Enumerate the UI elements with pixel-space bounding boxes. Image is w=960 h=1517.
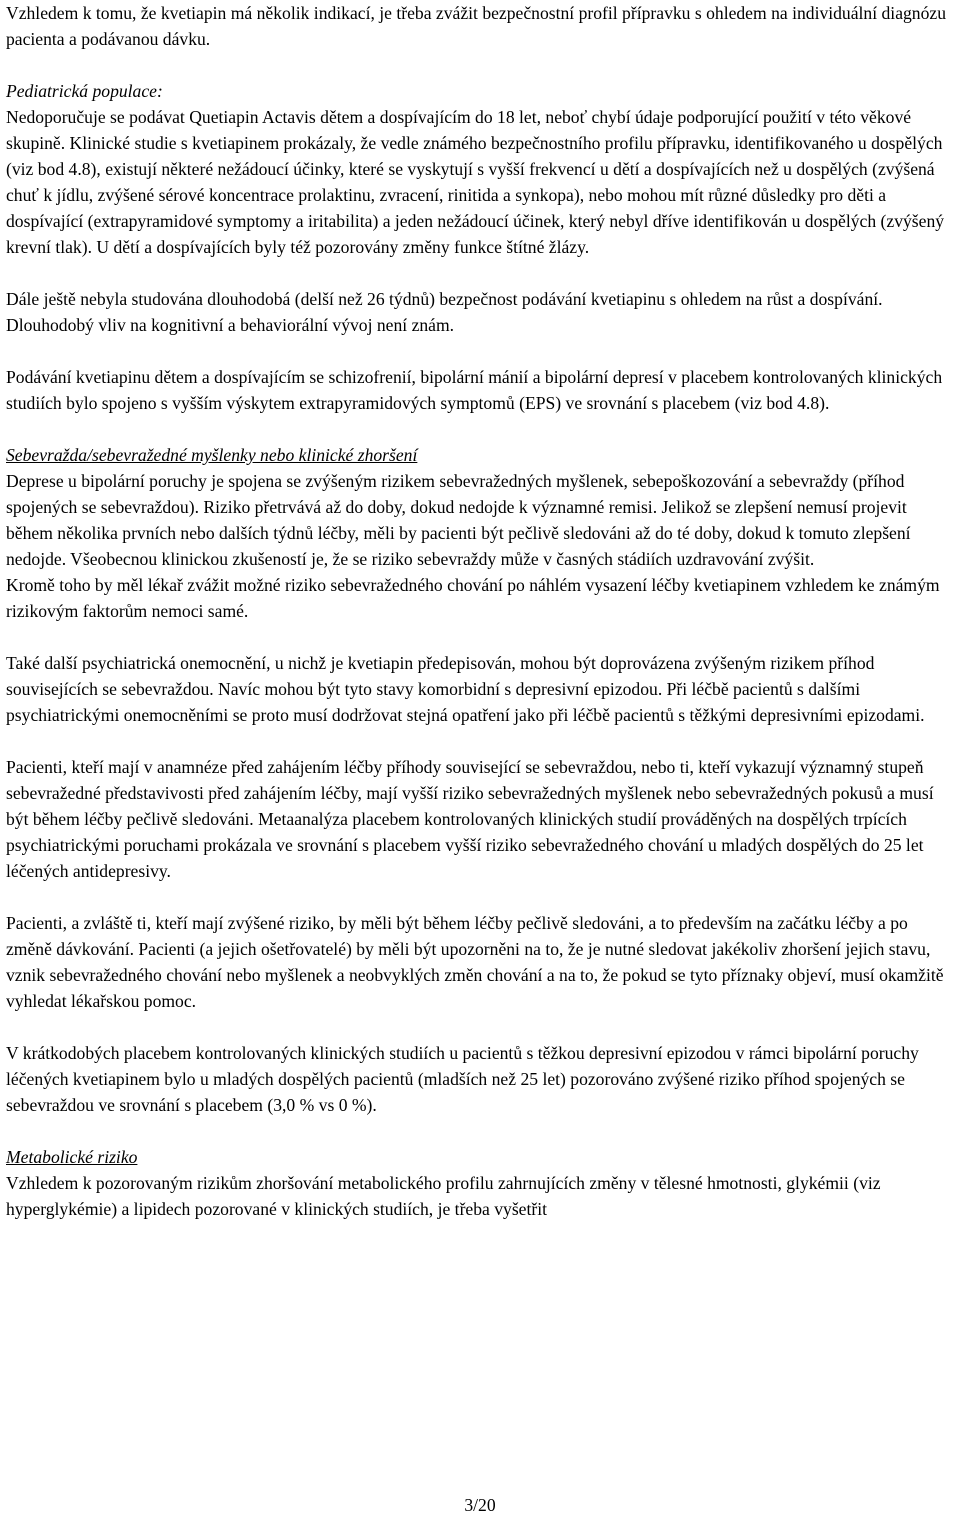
document-page [6, 0, 954, 1222]
metabolic-paragraph-1: Vzhledem k pozorovaným rizikům zhoršování metabolického profilu zahrnujících změny v tělesné hmotnosti, glykémii (viz hyperglykémie) a lipidech pozorované v klinických studiích, je třeba vyšetřit [6, 1173, 881, 1219]
pediatric-paragraph-2: Dále ještě nebyla studována dlouhodobá (delší než 26 týdnů) bezpečnost podávání kvetiapinu s ohledem na růst a dospívání. Dlouhodobý vliv na kognitivní a behaviorální vývoj není znám. [6, 289, 883, 335]
page-number: 3/20 [464, 1495, 496, 1515]
pediatric-heading: Pediatrická populace: [6, 81, 163, 101]
suicide-paragraph-3: Také další psychiatrická onemocnění, u nichž je kvetiapin předepisován, mohou být doprovázena zvýšeným rizikem příhod souvisejících se sebevraždou. Navíc mohou být tyto stavy komorbidní s depresivní epizodou. Při léčbě pacientů s dalšími psychiatrickými onemocněními se proto musí dodržovat stejná opatření jako při léčbě pacientů s těžkými depresivními epizodami. [6, 653, 925, 725]
suicide-paragraph-5: Pacienti, a zvláště ti, kteří mají zvýšené riziko, by měli být během léčby pečlivě sledováni, a to především na začátku léčby a po změně dávkování. Pacienti (a jejich ošetřovatelé) by měli být upozorněni na to, že je nutné sledovat jakékoliv zhoršení jejich stavu, vznik sebevražedného chování nebo myšlenek a neobvyklých změn chování a na to, že pokud se tyto příznaky objeví, musí okamžitě vyhledat lékařskou pomoc. [6, 913, 944, 1011]
pediatric-paragraph-3: Podávání kvetiapinu dětem a dospívajícím se schizofrenií, bipolární mánií a bipolární depresí v placebem kontrolovaných klinických studiích bylo spojeno s vyšším výskytem extrapyramidových symptomů (EPS) ve srovnání s placebem (viz bod 4.8). [6, 367, 943, 413]
suicide-paragraph-4: Pacienti, kteří mají v anamnéze před zahájením léčby příhody související se sebevraždou, nebo ti, kteří vykazují významný stupeň sebevražedné představivosti před zahájením léčby, mají vyšší riziko sebevražedných myšlenek nebo sebevražedných pokusů a musí být během léčby pečlivě sledováni. Metaanalýza placebem kontrolovaných klinických studií prováděných na dospělých trpících psychiatrickými poruchami prokázala ve srovnání s placebem vyšší riziko sebevražedného chování u mladých dospělých do 25 let léčených antidepresivy. [6, 757, 934, 881]
suicide-paragraph-2: Kromě toho by měl lékař zvážit možné riziko sebevražedného chování po náhlém vysazení léčby kvetiapinem vzhledem ke známým rizikovým faktorům nemoci samé. [6, 575, 940, 621]
suicide-heading: Sebevražda/sebevražedné myšlenky nebo klinické zhoršení [6, 445, 418, 465]
suicide-paragraph-6: V krátkodobých placebem kontrolovaných klinických studiích u pacientů s těžkou depresivní epizodou v rámci bipolární poruchy léčených kvetiapinem bylo u mladých dospělých pacientů (mladších než 25 let) pozorováno zvýšené riziko příhod spojených se sebevraždou ve srovnání s placebem (3,0 % vs 0 %). [6, 1043, 919, 1115]
suicide-paragraph-1: Deprese u bipolární poruchy je spojena se zvýšeným rizikem sebevražedných myšlenek, sebepoškozování a sebevraždy (příhod spojených se sebevraždou). Riziko přetrvává až do doby, dokud nedojde k významné remisi. Jelikož se zlepšení nemusí projevit během několika prvních nebo dalších týdnů léčby, měli by pacienti být pečlivě sledováni až do té doby, dokud k tomuto zlepšení nedojde. Všeobecnou klinickou zkušeností je, že se riziko sebevraždy může v časných stádiích uzdravování zvýšit. [6, 471, 911, 569]
pediatric-paragraph-1: Nedoporučuje se podávat Quetiapin Actavis dětem a dospívajícím do 18 let, neboť chybí údaje podporující použití v této věkové skupině. Klinické studie s kvetiapinem prokázaly, že vedle známého bezpečnostního profilu přípravku, identifikovaného u dospělých (viz bod 4.8), existují některé nežádoucí účinky, které se vyskytují s vyšší frekvencí u dětí a dospívajících než u dospělých (zvýšená chuť k jídlu, zvýšené sérové koncentrace prolaktinu, zvracení, rinitida a synkopa), nebo mohou mít různé důsledky pro děti a dospívající (extrapyramidové symptomy a iritabilita) a jeden nežádoucí účinek, který nebyl dříve identifikován u dospělých (zvýšený krevní tlak). U dětí a dospívajících byly též pozorovány změny funkce štítné žlázy. [6, 107, 945, 257]
intro-paragraph: Vzhledem k tomu, že kvetiapin má několik indikací, je třeba zvážit bezpečnostní profil přípravku s ohledem na individuální diagnózu pacienta a podávanou dávku. [6, 3, 947, 49]
metabolic-heading: Metabolické riziko [6, 1147, 138, 1167]
